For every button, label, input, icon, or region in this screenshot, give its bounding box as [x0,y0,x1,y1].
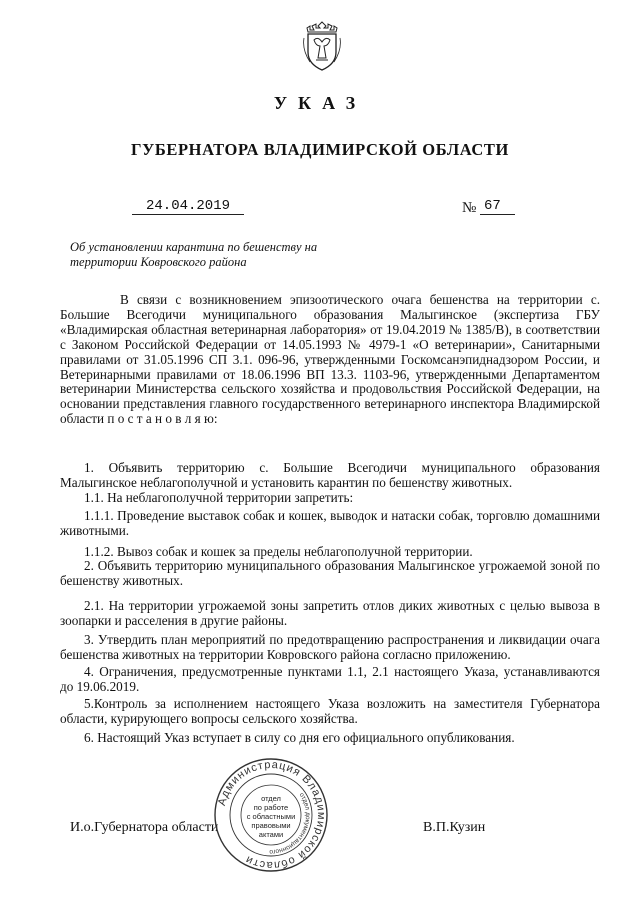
document-subtitle: ГУБЕРНАТОРА ВЛАДИМИРСКОЙ ОБЛАСТИ [131,140,509,159]
signatory-position: И.о.Губернатора области [70,820,219,835]
clause-2-1: 2.1. На территории угрожаемой зоны запретить отлов диких животных с целью вывоза в зоопарки и расселения в другие районы. [60,598,600,628]
document-title: УКАЗ [273,93,367,113]
svg-text:отдел документационного: отдел документационного [269,791,312,856]
clause-1-1: 1.1. На неблагополучной территории запретить: [84,490,354,505]
document-body [60,293,600,753]
official-stamp-seal [212,756,330,874]
clause-1-1-1: 1.1.1. Проведение выставок собак и кошек, выводок и натаски собак, торговлю домашними животными. [60,508,600,538]
number-label: № [462,200,477,216]
clause-5: 5.Контроль за исполнением настоящего Указа возложить на заместителя Губернатора области, курирующего вопросы сельского хозяйства. [60,696,600,726]
svg-text:Администрация Владимирской обл: Администрация Владимирской области [215,758,328,872]
document-date: 24.04.2019 [132,198,244,215]
clause-3: 3. Утвердить план мероприятий по предотвращению распространения и ликвидации очага бешенства животных на территории Ковровского района согласно приложению. [60,632,600,662]
clause-6: 6. Настоящий Указ вступает в силу со дня его официального опубликования. [84,730,515,745]
svg-text:актами: актами [258,830,284,839]
preamble-paragraph: В связи с возникновением эпизоотического очага бешенства на территории с. Большие Всегодичи муниципального образования Малыгинское (экспертиза ГБУ «Владимирская областная ветеринарная лаборатория» от 19.04.2019 № 1385/В), в соответствии с Законом Российской Федерации от 14.05.1993 № 4979-1 «О ветеринарии», Санитарными правилами от 31.05.1996 СП 3.1. 096-96, утвержденными Госкомсанэпиднадзором России, и Ветеринарными правилами от 18.06.1996 ВП 13.3. 1103-96, утвержденными Департаментом ветеринарии Министерства сельского хозяйства и продовольствия Российской Федерации, на основании представления главного государственного ветеринарного инспектора Владимирской области п о с т а н о в л я ю: [60,292,600,427]
clause-1-1-2: 1.1.2. Вывоз собак и кошек за пределы неблагополучной территории. [84,544,473,559]
coat-of-arms-emblem [302,20,342,72]
clause-4: 4. Ограничения, предусмотренные пунктами 1.1, 2.1 настоящего Указа, устанавливаются до 19.06.2019. [60,664,600,694]
svg-text:по работе: по работе [253,803,289,812]
document-number: 67 [480,198,515,215]
clause-2: 2. Объявить территорию муниципального образования Малыгинское угрожаемой зоной по бешенству животных. [60,558,600,588]
svg-text:правовыми: правовыми [251,821,291,830]
svg-text:с областными: с областными [246,812,296,821]
signatory-name: В.П.Кузин [423,820,486,835]
svg-text:отдел: отдел [261,794,281,803]
clause-1: 1. Объявить территорию с. Большие Всегодичи муниципального образования Малыгинское неблагополучной и установить карантин по бешенству животных. [60,460,600,490]
document-caption: Об установлении карантина по бешенству на территории Ковровского района [70,240,318,269]
